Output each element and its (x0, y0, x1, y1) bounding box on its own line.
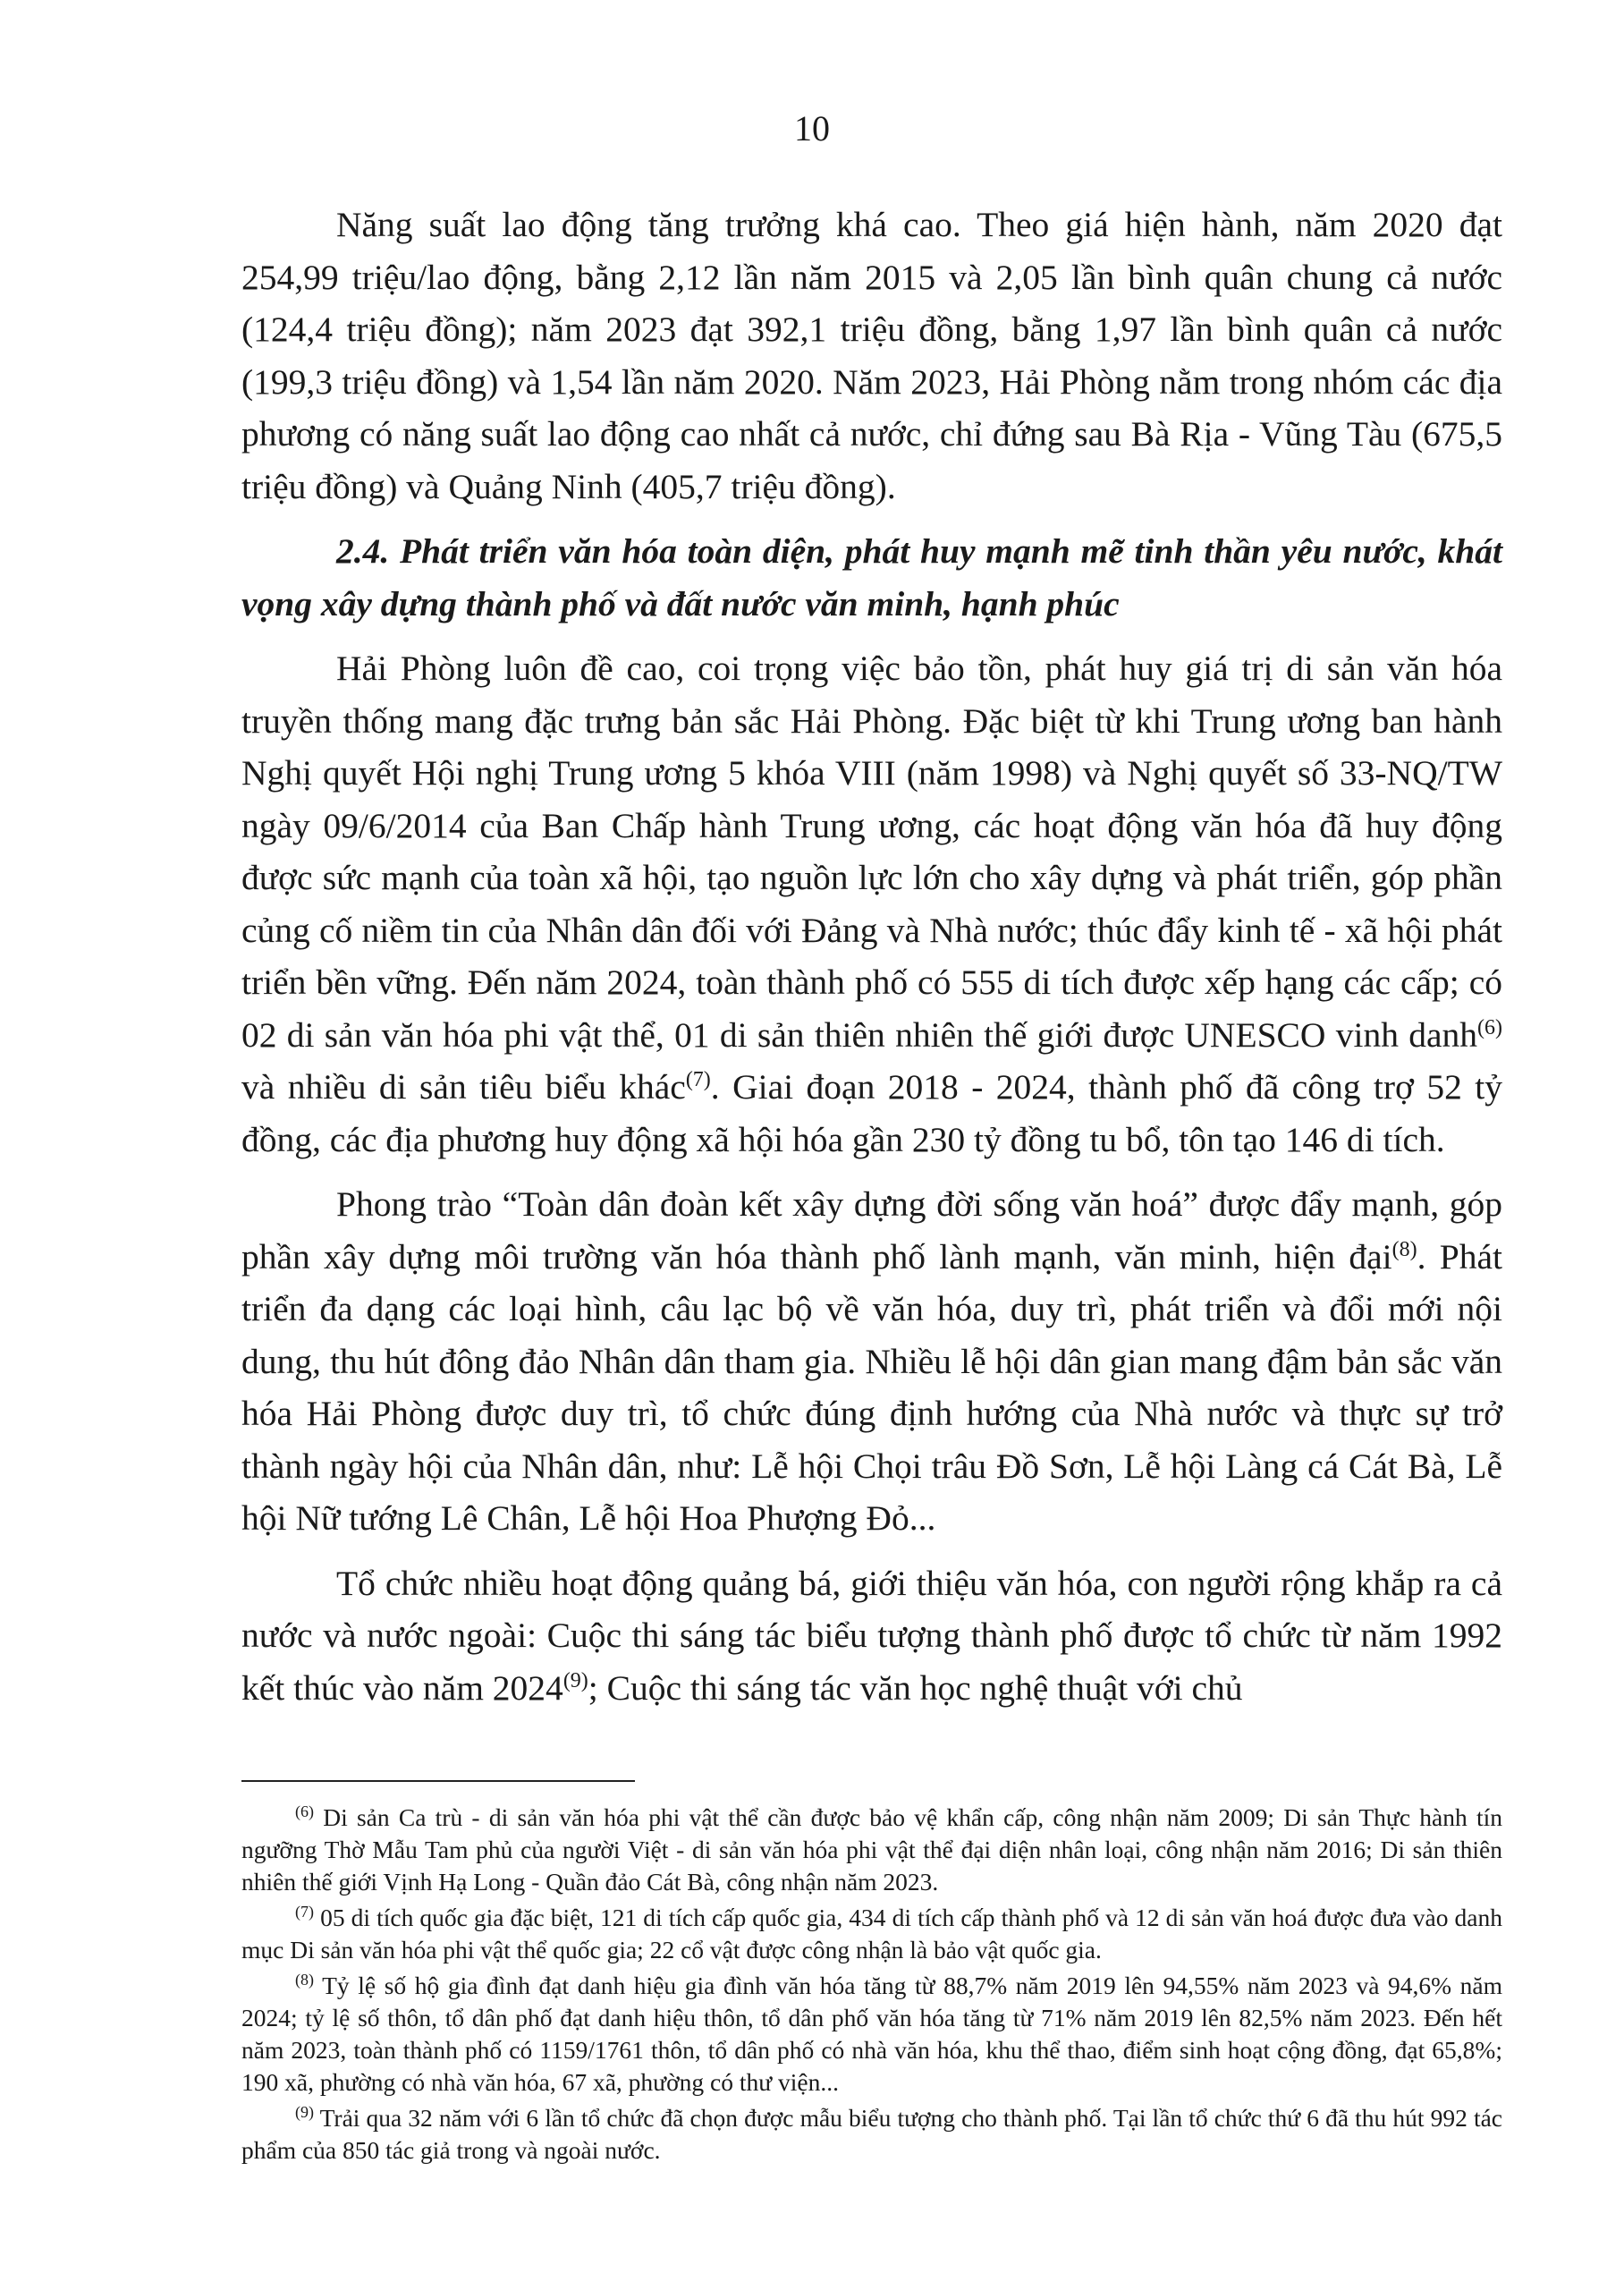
paragraph-text: Phong trào “Toàn dân đoàn kết xây dựng đời sống văn hoá” được đẩy mạnh, góp phần xây dựng môi trường văn hóa thành phố lành mạnh, văn minh, hiện đại (241, 1184, 1502, 1276)
footnote-7 (241, 1902, 1502, 1966)
footnote-text: Tỷ lệ số hộ gia đình đạt danh hiệu gia đình văn hóa tăng từ 88,7% năm 2019 lên 94,55% năm 2023 và 94,6% năm 2024; tỷ lệ số thôn, tổ dân phố đạt danh hiệu thôn, tổ dân phố văn hóa tăng từ 71% năm 2019 lên 82,5% năm 2023. Đến hết năm 2023, toàn thành phố có 1159/1761 thôn, tổ dân phố có nhà văn hóa, khu thể thao, điểm sinh hoạt cộng đồng, đạt 65,8%; 190 xã, phường có nhà văn hóa, 67 xã, phường có thư viện... (241, 1972, 1502, 2096)
footnote-text: Di sản Ca trù - di sản văn hóa phi vật thể cần được bảo vệ khẩn cấp, công nhận năm 2009; Di sản Thực hành tín ngưỡng Thờ Mẫu Tam phủ của người Việt - di sản văn hóa phi vật thể đại diện nhân loại, công nhận năm 2016; Di sản thiên nhiên thế giới Vịnh Hạ Long - Quần đảo Cát Bà, công nhận năm 2023. (241, 1803, 1502, 1896)
footnotes (241, 1802, 1502, 2170)
footnote-separator (241, 1780, 635, 1782)
footnote-ref-9[interactable]: (9) (562, 1668, 588, 1692)
paragraph-text: Hải Phòng luôn đề cao, coi trọng việc bảo tồn, phát huy giá trị di sản văn hóa truyền thống mang đặc trưng bản sắc Hải Phòng. Đặc biệt từ khi Trung ương ban hành Nghị quyết Hội nghị Trung ương 5 khóa VIII (năm 1998) và Nghị quyết số 33-NQ/TW ngày 09/6/2014 của Ban Chấp hành Trung ương, các hoạt động văn hóa đã huy động được sức mạnh của toàn xã hội, tạo nguồn lực lớn cho xây dựng và phát triển, góp phần củng cố niềm tin của Nhân dân đối với Đảng và Nhà nước; thúc đẩy kinh tế - xã hội phát triển bền vững. Đến năm 2024, toàn thành phố có 555 di tích được xếp hạng các cấp; có 02 di sản văn hóa phi vật thể, 01 di sản thiên nhiên thế giới được UNESCO vinh danh (241, 649, 1502, 1055)
paragraph-text: ; Cuộc thi sáng tác văn học nghệ thuật với chủ (588, 1667, 1243, 1708)
paragraph-text: Năng suất lao động tăng trưởng khá cao. Theo giá hiện hành, năm 2020 đạt 254,99 triệu/lao động, bằng 2,12 lần năm 2015 và 2,05 lần bình quân chung cả nước (124,4 triệu đồng); năm 2023 đạt 392,1 triệu đồng, bằng 1,97 lần bình quân cả nước (199,3 triệu đồng) và 1,54 lần năm 2020. Năm 2023, Hải Phòng nằm trong nhóm các địa phương có năng suất lao động cao nhất cả nước, chỉ đứng sau Bà Rịa - Vũng Tàu (675,5 triệu đồng) và Quảng Ninh (405,7 triệu đồng). (241, 205, 1502, 506)
footnote-ref-7[interactable]: (7) (685, 1067, 711, 1091)
paragraph-promotion (241, 1557, 1502, 1715)
paragraph-heritage (241, 642, 1502, 1166)
paragraph-text: . Phát triển đa dạng các loại hình, câu lạc bộ về văn hóa, duy trì, phát triển và đổi mới nội dung, thu hút đông đảo Nhân dân tham gia. Nhiều lễ hội dân gian mang đậm bản sắc văn hóa Hải Phòng được duy trì, tổ chức đúng định hướng của Nhà nước và thực sự trở thành ngày hội của Nhân dân, như: Lễ hội Chọi trâu Đồ Sơn, Lễ hội Làng cá Cát Bà, Lễ hội Nữ tướng Lê Chân, Lễ hội Hoa Phượng Đỏ... (241, 1236, 1502, 1538)
footnote-9 (241, 2102, 1502, 2167)
footnote-mark: (7) (295, 1902, 314, 1921)
section-heading-2-4 (241, 525, 1502, 630)
footnote-text: Trải qua 32 năm với 6 lần tổ chức đã chọn được mẫu biểu tượng cho thành phố. Tại lần tổ chức thứ 6 đã thu hút 992 tác phẩm của 850 tác giả trong và ngoài nước. (241, 2104, 1502, 2164)
document-body (241, 199, 1502, 1726)
paragraph-text: Tổ chức nhiều hoạt động quảng bá, giới thiệu văn hóa, con người rộng khắp ra cả nước và nước ngoài: Cuộc thi sáng tác biểu tượng thành phố được tổ chức từ năm 1992 kết thúc vào năm 2024 (241, 1563, 1502, 1708)
paragraph-cultural-movement (241, 1178, 1502, 1545)
paragraph-text: và nhiều di sản tiêu biểu khác (241, 1067, 686, 1107)
paragraph-labor-productivity (241, 199, 1502, 513)
heading-text: 2.4. Phát triển văn hóa toàn diện, phát huy mạnh mẽ tinh thần yêu nước, khát vọng xây dựng thành phố và đất nước văn minh, hạnh phúc (241, 531, 1502, 623)
footnote-ref-6[interactable]: (6) (1477, 1015, 1502, 1039)
footnote-6 (241, 1802, 1502, 1898)
page-number: 10 (794, 108, 830, 148)
footnote-8 (241, 1970, 1502, 2099)
footnote-mark: (6) (295, 1802, 314, 1820)
footnote-text: 05 di tích quốc gia đặc biệt, 121 di tích cấp quốc gia, 434 di tích cấp thành phố và 12 di sản văn hoá được đưa vào danh mục Di sản văn hóa phi vật thể quốc gia; 22 cổ vật được công nhận là bảo vật quốc gia. (241, 1904, 1502, 1963)
footnote-mark: (8) (295, 1970, 314, 1989)
footnote-mark: (9) (295, 2102, 314, 2121)
footnote-ref-8[interactable]: (8) (1391, 1237, 1417, 1261)
paragraph-text: . Giai đoạn 2018 - 2024, thành phố đã công trợ 52 tỷ đồng, các địa phương huy động xã hội hóa gần 230 tỷ đồng tu bổ, tôn tạo 146 di tích. (241, 1067, 1502, 1159)
